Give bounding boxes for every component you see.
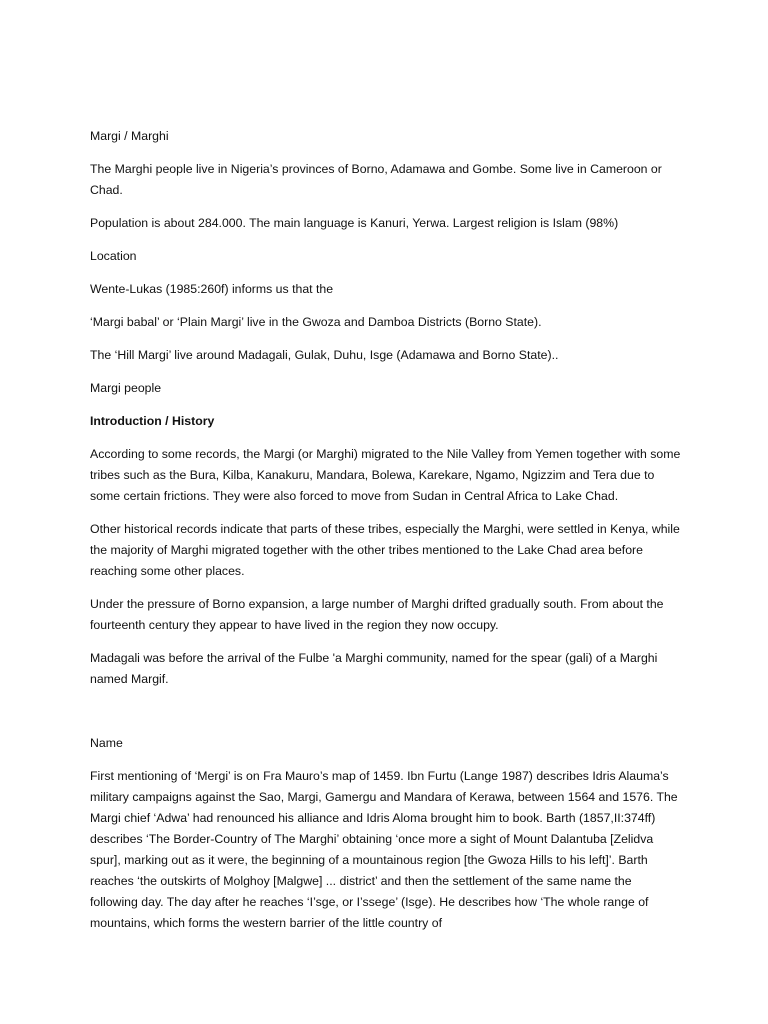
people-label: Margi people <box>90 381 162 395</box>
history-paragraph-1: According to some records, the Margi (or Marghi) migrated to the Nile Valley from Yemen together with some tribes such as the Bura, Kilba, Kanakuru, Mandara, Bolewa, Karekare, Ngamo, Ngizzim and Tera due to some certain frictions. They were also forced to move from Sudan in Central Africa to Lake Chad. <box>90 447 681 503</box>
document-title: Margi / Marghi <box>90 129 169 143</box>
document-body <box>90 126 682 946</box>
history-heading: Introduction / History <box>90 414 215 428</box>
intro-paragraph-1: The Marghi people live in Nigeria’s provinces of Borno, Adamawa and Gombe. Some live in Cameroon or Chad. <box>90 162 662 197</box>
section-spacer <box>90 702 682 733</box>
intro-paragraph-2: Population is about 284.000. The main language is Kanuri, Yerwa. Largest religion is Islam (98%) <box>90 216 619 230</box>
location-paragraph-1: Wente-Lukas (1985:260f) informs us that the <box>90 282 334 296</box>
history-paragraph-3: Under the pressure of Borno expansion, a large number of Marghi drifted gradually south. From about the fourteenth century they appear to have lived in the region they now occupy. <box>90 597 664 632</box>
name-paragraph-1: First mentioning of ‘Mergi’ is on Fra Mauro’s map of 1459. Ibn Furtu (Lange 1987) describes Idris Alauma’s military campaigns against the Sao, Margi, Gamergu and Mandara of Kerawa, between 1564 and 1576. The Margi chief ‘Adwa’ had renounced his alliance and Idris Aloma brought him to book. Barth (1857,II:374ff) describes ‘The Border-Country of The Marghi’ obtaining ‘once more a sight of Mount Dalantuba [Zelidva spur], marking out as it were, the beginning of a mountainous region [the Gwoza Hills to his left]’. Barth reaches ‘the outskirts of Molghoy [Malgwe] ... district’ and then the settlement of the same name the following day. The day after he reaches ‘I’sge, or I’ssege’ (Isge). He describes how ‘The whole range of mountains, which forms the western barrier of the little country of <box>90 769 678 930</box>
location-paragraph-2: ‘Margi babal’ or ‘Plain Margi’ live in the Gwoza and Damboa Districts (Borno State). <box>90 315 542 329</box>
history-paragraph-4: Madagali was before the arrival of the Fulbe 'a Marghi community, named for the spear (gali) of a Marghi named Margif. <box>90 651 658 686</box>
location-paragraph-3: The ‘Hill Margi’ live around Madagali, Gulak, Duhu, Isge (Adamawa and Borno State).. <box>90 348 559 362</box>
name-heading: Name <box>90 736 123 750</box>
history-paragraph-2: Other historical records indicate that parts of these tribes, especially the Marghi, were settled in Kenya, while the majority of Marghi migrated together with the other tribes mentioned to the Lake Chad area before reaching some other places. <box>90 522 680 578</box>
location-heading: Location <box>90 249 137 263</box>
